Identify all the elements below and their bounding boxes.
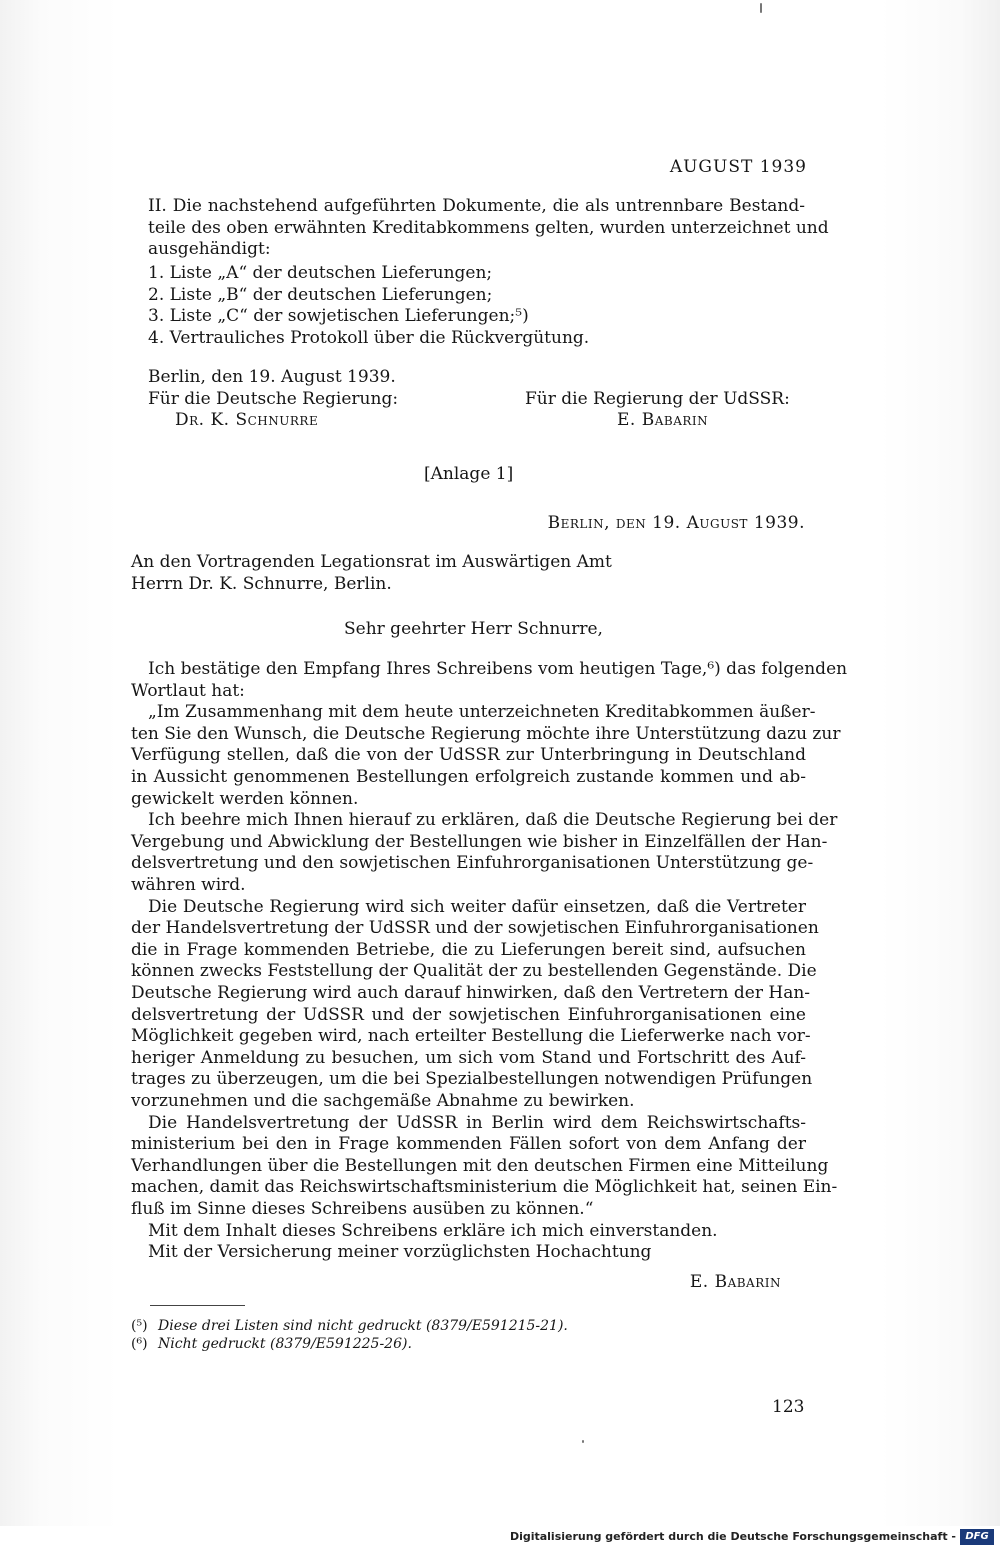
body-line: Deutsche Regierung wird auch darauf hinwirken, daß den Vertretern der Han- <box>131 983 811 1003</box>
body-line: delsvertretung der UdSSR und der sowjetischen Einfuhrorganisationen eine <box>131 1004 806 1025</box>
body-line: Ich beehre mich Ihnen hierauf zu erklären, daß die Deutsche Regierung bei der <box>148 810 838 831</box>
closing-line: Mit dem Inhalt dieses Schreibens erkläre ich mich einverstanden. <box>148 1220 718 1241</box>
body-line: ten Sie den Wunsch, die Deutsche Regierung möchte ihre Unterstützung dazu zur <box>131 723 841 744</box>
list-item: 4. Vertrauliches Protokoll über die Rückvergütung. <box>148 327 590 348</box>
scan-artifact <box>760 3 762 13</box>
german-government-label: Für die Deutsche Regierung: <box>148 388 399 409</box>
ussr-government-label: Für die Regierung der UdSSR: <box>525 388 790 409</box>
body-line: machen, damit das Reichswirtschaftsministerium die Möglichkeit hat, seinen Ein- <box>131 1177 838 1198</box>
ussr-signatory: E. Babarin <box>617 410 709 431</box>
body-line: die in Frage kommenden Betriebe, die zu Lieferungen bereit sind, aufsuchen <box>131 939 806 960</box>
body-line: „Im Zusammenhang mit dem heute unterzeichneten Kreditabkommen äußer- <box>148 702 816 723</box>
footnote-text: Nicht gedruckt (8379/E591225-26). <box>158 1336 412 1352</box>
list-item: 1. Liste „A“ der deutschen Lieferungen; <box>148 263 493 283</box>
annex-label: [Anlage 1] <box>424 464 514 484</box>
body-line: delsvertretung und den sowjetischen Einfuhrorganisationen Unterstützung ge- <box>131 853 814 874</box>
body-line: der Handelsvertretung der UdSSR und der sowjetischen Einfuhrorganisationen <box>131 918 819 939</box>
address-line: Herrn Dr. K. Schnurre, Berlin. <box>131 573 392 594</box>
body-line: Möglichkeit gegeben wird, nach erteilter Bestellung die Lieferwerke nach vor- <box>131 1026 811 1047</box>
german-signatory: Dr. K. Schnurre <box>175 410 319 431</box>
funding-credit: Digitalisierung gefördert durch die Deutsche Forschungsgemeinschaft - <box>509 1530 956 1543</box>
body-line: währen wird. <box>131 875 246 895</box>
section-ii-line: ausgehändigt: <box>148 239 271 260</box>
section-ii-line: teile des oben erwähnten Kreditabkommens gelten, wurden unterzeichnet und <box>148 217 829 238</box>
footnote-mark: (⁵) <box>131 1318 148 1334</box>
running-head: AUGUST 1939 <box>669 157 807 177</box>
body-line: Ich bestätige den Empfang Ihres Schreibens vom heutigen Tage,⁶) das folgenden <box>148 659 848 679</box>
list-item: 2. Liste „B“ der deutschen Lieferungen; <box>148 284 493 305</box>
page-number: 123 <box>772 1397 805 1417</box>
body-line: ministerium bei den in Frage kommenden Fällen sofort von dem Anfang der <box>131 1134 806 1155</box>
salutation: Sehr geehrter Herr Schnurre, <box>344 619 603 639</box>
place-date: Berlin, den 19. August 1939. <box>148 367 396 387</box>
footnote-divider <box>150 1305 245 1306</box>
scan-artifact <box>582 1440 584 1443</box>
dfg-logo: DFG <box>960 1529 994 1545</box>
body-line: Die Deutsche Regierung wird sich weiter dafür einsetzen, daß die Vertreter <box>148 896 806 917</box>
dateline: Berlin, den 19. August 1939. <box>547 513 805 533</box>
body-line: in Aussicht genommenen Bestellungen erfolgreich zustande kommen und ab- <box>131 767 806 787</box>
body-line: Wortlaut hat: <box>131 680 245 701</box>
address-line: An den Vortragenden Legationsrat im Auswärtigen Amt <box>131 552 612 572</box>
body-line: gewickelt werden können. <box>131 788 359 809</box>
body-line: Verhandlungen über die Bestellungen mit den deutschen Firmen eine Mitteilung <box>131 1155 829 1176</box>
closing-line: Mit der Versicherung meiner vorzüglichsten Hochachtung <box>148 1242 652 1263</box>
body-line: Die Handelsvertretung der UdSSR in Berlin wird dem Reichswirtschafts- <box>148 1112 806 1133</box>
letter-signature: E. Babarin <box>689 1272 781 1292</box>
body-line: heriger Anmeldung zu besuchen, um sich vom Stand und Fortschritt des Auf- <box>131 1047 806 1068</box>
body-line: fluß im Sinne dieses Schreibens ausüben zu können.“ <box>131 1199 594 1219</box>
footnote-text: Diese drei Listen sind nicht gedruckt (8379/E591215-21). <box>158 1318 568 1334</box>
body-line: Verfügung stellen, daß die von der UdSSR zur Unterbringung in Deutschland <box>131 745 806 766</box>
body-line: Vergebung und Abwicklung der Bestellungen wie bisher in Einzelfällen der Han- <box>131 831 828 852</box>
body-line: vorzunehmen und die sachgemäße Abnahme zu bewirken. <box>131 1091 635 1111</box>
section-ii-line: II. Die nachstehend aufgeführten Dokumente, die als untrennbare Bestand- <box>148 196 805 216</box>
list-item: 3. Liste „C“ der sowjetischen Lieferungen;⁵) <box>148 306 529 327</box>
body-line: können zwecks Feststellung der Qualität der zu bestellenden Gegenstände. Die <box>131 961 817 982</box>
body-line: trages zu überzeugen, um die bei Spezialbestellungen notwendigen Prüfungen <box>131 1069 813 1090</box>
footnote-mark: (⁶) <box>131 1336 148 1352</box>
